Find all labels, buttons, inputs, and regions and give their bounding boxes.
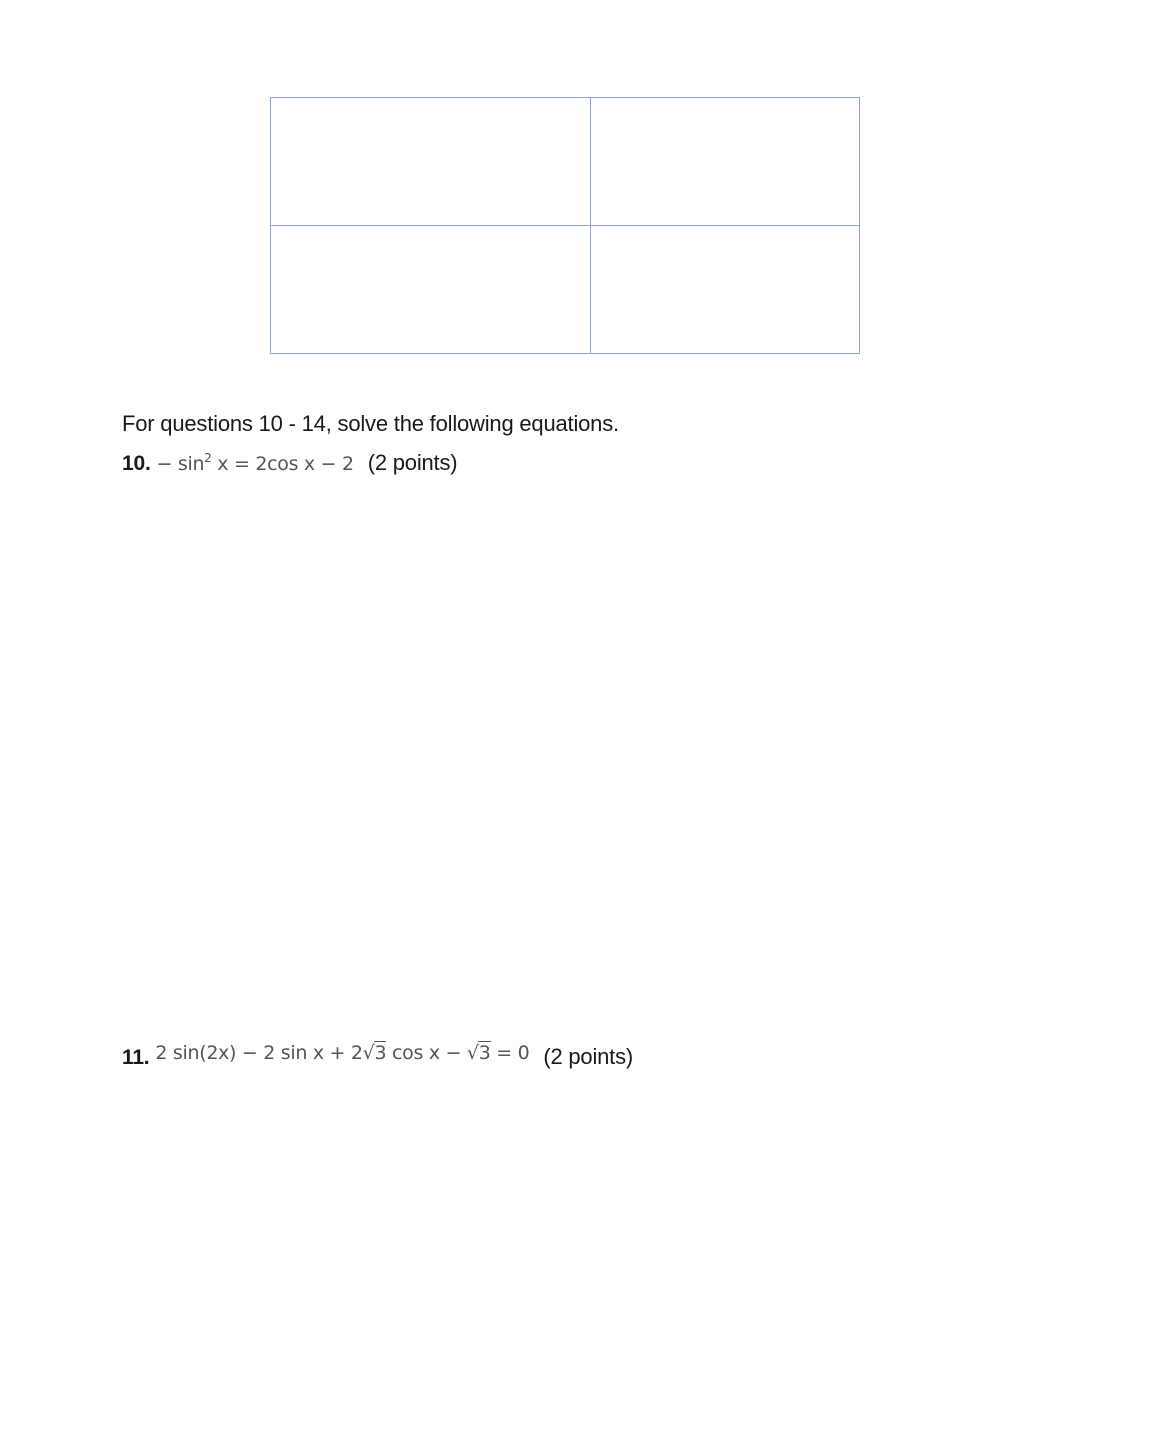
question-points: (2 points) [543,1044,634,1069]
instructions-text: For questions 10 - 14, solve the following equations. [122,411,619,436]
table-row [271,226,860,354]
table-cell [591,98,860,226]
question-equation: 2 sin(2x) − 2 sin x + 2√3 cos x − √3 = 0 [155,1042,530,1064]
table-cell [271,98,591,226]
table-cell [591,226,860,354]
question-number: 10. [122,452,151,475]
question-equation: − $\sin^2 x = 2\cos$ x − 2 [156,451,354,475]
table-row [271,98,860,226]
question-points: (2 points) [367,450,458,475]
question-number: 11. [122,1046,150,1069]
question-11 [122,1044,633,1070]
question-10 [122,450,457,476]
table-cell [271,226,591,354]
empty-answer-table [270,97,860,354]
